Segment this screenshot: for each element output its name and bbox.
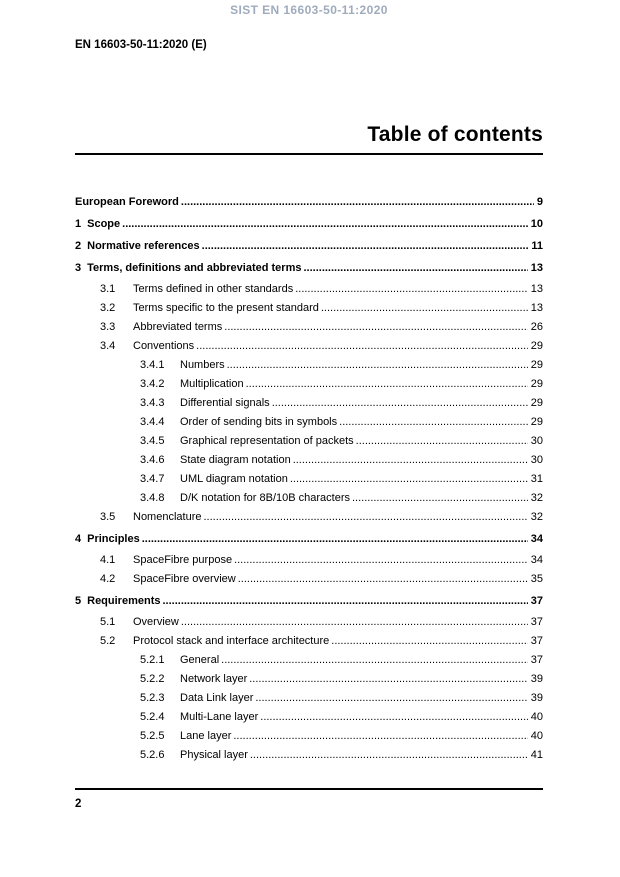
toc-entry-page: 32 (530, 511, 543, 523)
toc-entry-label: Terms defined in other standards (133, 283, 294, 295)
toc-entry-number: 2 (75, 240, 82, 252)
toc-entry-number: 3.4.1 (140, 359, 165, 371)
toc-entry-number: 5.1 (100, 616, 116, 628)
toc-entry-label: D/K notation for 8B/10B characters (180, 492, 350, 504)
toc-dot-leader (295, 282, 528, 296)
toc-entry-number: 3.4.2 (140, 378, 165, 390)
toc-dot-leader (339, 415, 528, 429)
toc-entry-page: 37 (530, 616, 543, 628)
toc-entry (75, 453, 543, 467)
toc-entry (75, 358, 543, 372)
toc-entry-number: 3.4.7 (140, 473, 165, 485)
toc-entry-label: Conventions (133, 340, 195, 352)
toc-dot-leader (255, 691, 527, 705)
toc-entry-label: General (180, 654, 220, 666)
toc-entry-page: 37 (530, 595, 543, 607)
toc-entry-number: 3.4.3 (140, 397, 165, 409)
toc-dot-leader (238, 572, 528, 586)
toc-dot-leader (122, 217, 528, 231)
toc-dot-leader (293, 453, 528, 467)
toc-entry-number: 3.5 (100, 511, 116, 523)
toc-entry-number: 3.2 (100, 302, 116, 314)
toc-entry-label: Scope (87, 218, 121, 230)
toc-dot-leader (260, 710, 527, 724)
doc-reference: EN 16603-50-11:2020 (E) (75, 39, 207, 51)
toc-dot-leader (221, 653, 528, 667)
toc-entry (75, 339, 543, 353)
toc-entry (75, 615, 543, 629)
toc-dot-leader (202, 239, 529, 253)
toc-entry-label: Nomenclature (133, 511, 202, 523)
toc-entry-number: 3.4.6 (140, 454, 165, 466)
toc-dot-leader (181, 195, 534, 209)
toc-entry-label: Protocol stack and interface architecture (133, 635, 330, 647)
toc-entry-number: 5.2.2 (140, 673, 165, 685)
toc-entry (75, 195, 543, 209)
toc-entry-page: 34 (530, 533, 543, 545)
toc-entry-page: 10 (530, 218, 543, 230)
toc-entry-label: Differential signals (180, 397, 270, 409)
toc-dot-leader (233, 729, 527, 743)
toc-dot-leader (162, 594, 527, 608)
toc-entry (75, 748, 543, 762)
toc-entry-page: 37 (530, 635, 543, 647)
toc-entry-label: Network layer (180, 673, 248, 685)
toc-entry-page: 11 (531, 240, 543, 252)
toc-entry (75, 729, 543, 743)
toc-entry (75, 710, 543, 724)
toc-entry (75, 261, 543, 275)
toc-entry-page: 29 (530, 378, 543, 390)
toc-dot-leader (224, 320, 527, 334)
toc-entry-number: 1 (75, 218, 82, 230)
toc-entry-page: 9 (536, 196, 543, 208)
toc-dot-leader (272, 396, 528, 410)
toc-entry-label: Physical layer (180, 749, 248, 761)
toc-entry (75, 320, 543, 334)
toc-entry-page: 37 (530, 654, 543, 666)
toc-entry-page: 13 (530, 262, 543, 274)
page-footer (75, 788, 543, 832)
toc-entry-number: 5.2.3 (140, 692, 165, 704)
toc-entry (75, 553, 543, 567)
page-title: Table of contents (367, 123, 543, 146)
page-number: 2 (75, 798, 82, 810)
toc-entry-label: Abbreviated terms (133, 321, 223, 333)
toc-dot-leader (352, 491, 528, 505)
toc-entry-number: 3.4.8 (140, 492, 165, 504)
toc-entry-number: 5.2 (100, 635, 116, 647)
toc-entry-label: Data Link layer (180, 692, 254, 704)
toc-entry-label: UML diagram notation (180, 473, 288, 485)
toc-entry-number: 3.4.5 (140, 435, 165, 447)
toc-entry (75, 396, 543, 410)
toc-entry (75, 672, 543, 686)
toc-entry-number: 3.4.4 (140, 416, 165, 428)
toc-dot-leader (246, 377, 528, 391)
toc-entry (75, 532, 543, 546)
toc-entry-page: 29 (530, 416, 543, 428)
toc-entry-page: 35 (530, 573, 543, 585)
toc-entry-label: Order of sending bits in symbols (180, 416, 338, 428)
toc-entry-number: 5 (75, 595, 82, 607)
toc-entry (75, 415, 543, 429)
toc-entry (75, 282, 543, 296)
toc-entry-page: 30 (530, 435, 543, 447)
toc-entry-page: 40 (530, 730, 543, 742)
toc-entry-page: 13 (530, 283, 543, 295)
title-block (75, 123, 543, 155)
toc-entry-label: Requirements (87, 595, 161, 607)
toc-entry-page: 26 (530, 321, 543, 333)
toc-entry-number: 5.2.5 (140, 730, 165, 742)
toc-entry-label: State diagram notation (180, 454, 291, 466)
toc-entry-number: 3.1 (100, 283, 116, 295)
toc-entry-label: Lane layer (180, 730, 232, 742)
toc-entry-label: Multiplication (180, 378, 244, 390)
toc-entry (75, 434, 543, 448)
toc-entry-number: 4.1 (100, 554, 116, 566)
toc-dot-leader (331, 634, 527, 648)
toc-entry (75, 239, 543, 253)
toc-entry-page: 29 (530, 359, 543, 371)
toc-entry-number: 4 (75, 533, 82, 545)
toc-entry-page: 40 (530, 711, 543, 723)
toc-entry-label: European Foreword (75, 196, 179, 208)
toc-entry-number: 3 (75, 262, 82, 274)
toc-entry (75, 491, 543, 505)
toc-entry (75, 691, 543, 705)
toc-dot-leader (203, 510, 527, 524)
toc-entry-label: Principles (87, 533, 140, 545)
toc-entry (75, 594, 543, 608)
toc-entry-page: 41 (530, 749, 543, 761)
toc-entry-label: Terms specific to the present standard (133, 302, 319, 314)
toc-entry-page: 34 (530, 554, 543, 566)
toc-dot-leader (303, 261, 527, 275)
toc-dot-leader (356, 434, 528, 448)
toc-entry (75, 217, 543, 231)
toc-dot-leader (250, 748, 528, 762)
toc-entry (75, 634, 543, 648)
toc-entry (75, 510, 543, 524)
toc-entry-label: SpaceFibre overview (133, 573, 236, 585)
toc-dot-leader (142, 532, 528, 546)
toc-entry-page: 31 (530, 473, 543, 485)
toc-entry-number: 5.2.6 (140, 749, 165, 761)
toc-entry (75, 301, 543, 315)
toc-entry-page: 29 (530, 340, 543, 352)
toc-entry-page: 29 (530, 397, 543, 409)
toc-entry (75, 377, 543, 391)
toc-entry-label: Terms, definitions and abbreviated terms (87, 262, 302, 274)
footer-rule (75, 788, 543, 790)
table-of-contents (75, 195, 543, 762)
toc-entry-number: 5.2.1 (140, 654, 165, 666)
toc-entry-number: 3.4 (100, 340, 116, 352)
toc-dot-leader (249, 672, 528, 686)
toc-dot-leader (227, 358, 528, 372)
toc-entry-label: Graphical representation of packets (180, 435, 354, 447)
toc-entry-label: Numbers (180, 359, 225, 371)
toc-entry-number: 3.3 (100, 321, 116, 333)
watermark-text: SIST EN 16603-50-11:2020 (230, 3, 388, 17)
toc-entry-page: 39 (530, 692, 543, 704)
toc-entry-page: 32 (530, 492, 543, 504)
toc-entry (75, 572, 543, 586)
toc-entry-page: 39 (530, 673, 543, 685)
toc-entry-number: 4.2 (100, 573, 116, 585)
toc-entry-label: Normative references (87, 240, 200, 252)
toc-dot-leader (234, 553, 528, 567)
toc-entry-number: 5.2.4 (140, 711, 165, 723)
toc-dot-leader (290, 472, 528, 486)
toc-entry-label: Overview (133, 616, 179, 628)
toc-entry (75, 653, 543, 667)
toc-entry-page: 30 (530, 454, 543, 466)
toc-entry (75, 472, 543, 486)
toc-entry-label: SpaceFibre purpose (133, 554, 233, 566)
toc-dot-leader (196, 339, 528, 353)
toc-dot-leader (321, 301, 528, 315)
toc-entry-page: 13 (530, 302, 543, 314)
toc-dot-leader (181, 615, 528, 629)
toc-entry-label: Multi-Lane layer (180, 711, 259, 723)
